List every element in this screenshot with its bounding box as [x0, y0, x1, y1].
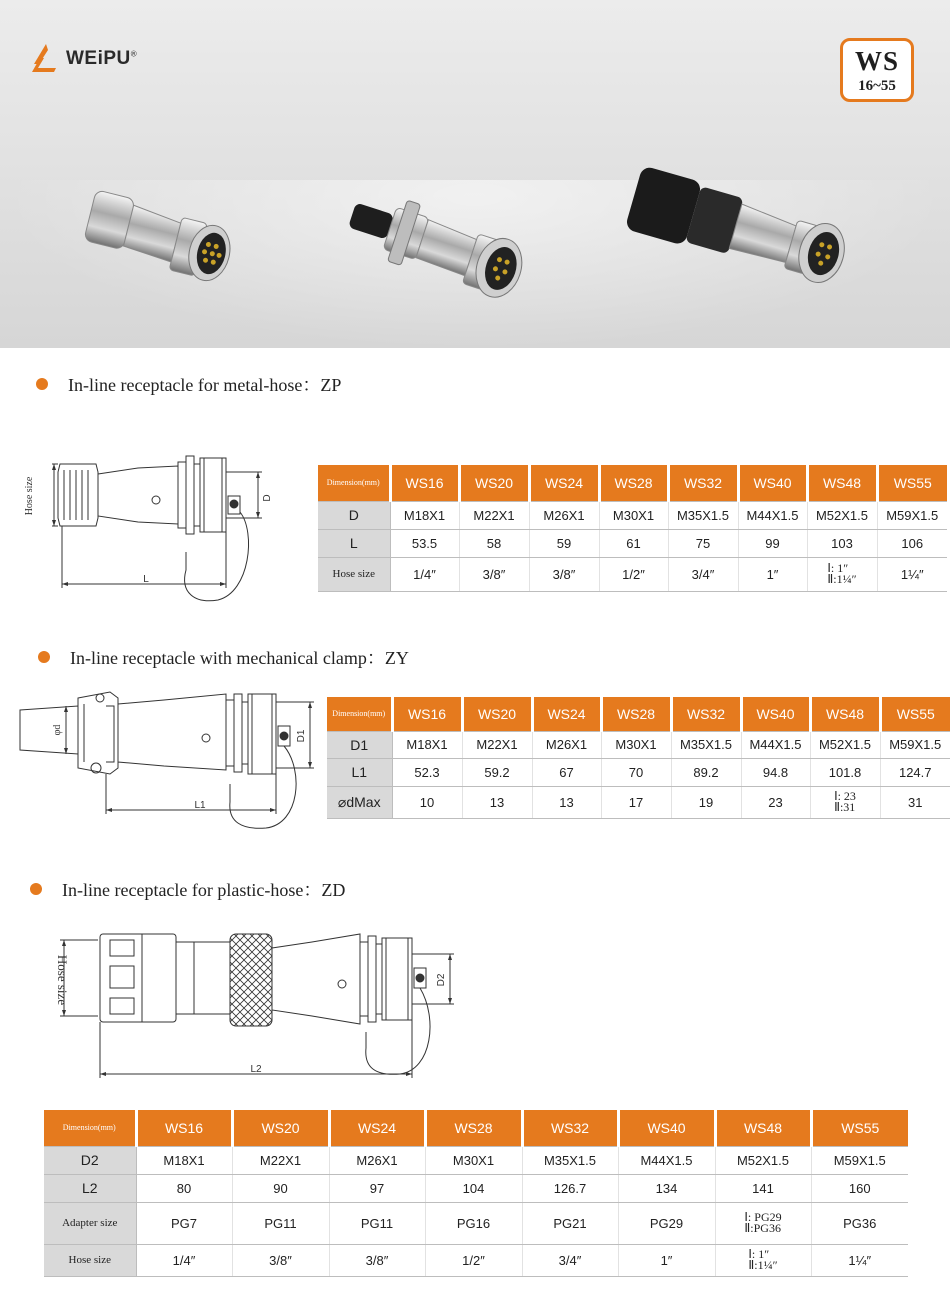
table-cell: 1¼″ [811, 1244, 908, 1276]
row-label: Hose size [318, 557, 390, 591]
product-mechanical-clamp-photo [340, 185, 540, 325]
column-header: WS55 [877, 465, 947, 501]
table-cell: M26X1 [529, 501, 599, 529]
badge-title: WS [854, 46, 900, 76]
table-cell: 104 [425, 1174, 522, 1202]
bullet-icon [38, 651, 50, 663]
bullet-icon [36, 378, 48, 390]
table-cell: M26X1 [329, 1146, 425, 1174]
table-cell: M52X1.5 [807, 501, 877, 529]
section-title-text: In-line receptacle for plastic-hose：ZD [62, 880, 346, 900]
product-metal-hose-photo [75, 180, 255, 310]
table-cell: 94.8 [741, 758, 810, 786]
table-cell: PG29 [618, 1202, 715, 1244]
table-row [44, 1244, 908, 1276]
table-cell: M44X1.5 [738, 501, 807, 529]
drawing-zp-diameter-label: D [262, 494, 273, 502]
table-cell: 106 [877, 529, 947, 557]
table-cell: 58 [459, 529, 529, 557]
table-cell: M52X1.5 [715, 1146, 811, 1174]
brand-logo [30, 42, 137, 76]
table-cell: 75 [668, 529, 738, 557]
column-header: WS48 [807, 465, 877, 501]
table-cell: 141 [715, 1174, 811, 1202]
table-zy-header-row [327, 697, 950, 731]
product-plastic-hose-photo [620, 165, 860, 315]
column-header: WS24 [532, 697, 601, 731]
column-header: WS28 [425, 1110, 522, 1146]
table-cell: M35X1.5 [668, 501, 738, 529]
table-cell: 1″ [738, 557, 807, 591]
row-label: Hose size [44, 1244, 136, 1276]
table-cell: 70 [601, 758, 671, 786]
drawing-zp-length-label: L [143, 574, 149, 585]
table-cell: 1/2″ [425, 1244, 522, 1276]
table-row [44, 1202, 908, 1244]
drawing-zd-diameter-label: D2 [436, 973, 447, 987]
table-cell: M26X1 [532, 731, 601, 758]
badge-range: 16~55 [858, 78, 896, 94]
column-header: WS16 [392, 697, 462, 731]
column-header: WS24 [529, 465, 599, 501]
column-header: WS32 [668, 465, 738, 501]
table-cell: M59X1.5 [880, 731, 950, 758]
table-cell: 52.3 [392, 758, 462, 786]
table-cell: M18X1 [390, 501, 459, 529]
drawing-zd-length-label: L2 [250, 1064, 262, 1075]
table-zp [318, 465, 947, 592]
row-label: ⌀dMax [327, 786, 392, 818]
table-zd-header-row [44, 1110, 908, 1146]
table-row [327, 786, 950, 818]
column-header: WS20 [462, 697, 532, 731]
table-row [318, 529, 947, 557]
table-cell: 67 [532, 758, 601, 786]
column-header: WS16 [390, 465, 459, 501]
section-title-text: In-line receptacle with mechanical clamp：ZY [70, 648, 409, 668]
row-label: D [318, 501, 390, 529]
table-cell: PG11 [232, 1202, 329, 1244]
dimension-header: Dimension(mm) [327, 697, 392, 731]
section-title-zp [36, 371, 341, 397]
table-cell: M22X1 [462, 731, 532, 758]
table-cell [810, 786, 880, 818]
column-header: WS16 [136, 1110, 232, 1146]
drawing-zy [14, 684, 314, 834]
table-row [318, 501, 947, 529]
drawing-zy-diameter-label: D1 [296, 729, 307, 743]
table-cell: M35X1.5 [671, 731, 741, 758]
drawing-zp [18, 452, 308, 607]
table-cell: 3/8″ [329, 1244, 425, 1276]
table-cell: 1¼″ [877, 557, 947, 591]
table-cell: 53.5 [390, 529, 459, 557]
table-row [318, 557, 947, 591]
table-cell: M18X1 [392, 731, 462, 758]
table-cell: M59X1.5 [811, 1146, 908, 1174]
hero-banner [0, 0, 950, 348]
two-line-value: Ⅰ: 23 Ⅱ:31 [834, 788, 856, 814]
table-cell: M30X1 [599, 501, 668, 529]
row-label: Adapter size [44, 1202, 136, 1244]
table-cell: PG21 [522, 1202, 618, 1244]
dimension-header: Dimension(mm) [318, 465, 390, 501]
column-header: WS40 [738, 465, 807, 501]
column-header: WS20 [232, 1110, 329, 1146]
table-cell: 1/2″ [599, 557, 668, 591]
table-cell: 3/4″ [522, 1244, 618, 1276]
table-cell: 97 [329, 1174, 425, 1202]
table-cell: 1/4″ [136, 1244, 232, 1276]
row-label: L1 [327, 758, 392, 786]
table-cell: 126.7 [522, 1174, 618, 1202]
table-cell: PG16 [425, 1202, 522, 1244]
table-cell: PG11 [329, 1202, 425, 1244]
table-cell: M18X1 [136, 1146, 232, 1174]
two-line-value: Ⅰ: 1″ Ⅱ:1¼″ [748, 1246, 778, 1272]
two-line-value: Ⅰ: 1″ Ⅱ:1¼″ [827, 560, 857, 586]
table-cell: M59X1.5 [877, 501, 947, 529]
table-cell: 59.2 [462, 758, 532, 786]
table-cell: PG36 [811, 1202, 908, 1244]
bullet-icon [30, 883, 42, 895]
table-cell: 1/4″ [390, 557, 459, 591]
row-label: D1 [327, 731, 392, 758]
brand-logo-icon [30, 42, 60, 76]
table-cell: 3/8″ [529, 557, 599, 591]
column-header: WS48 [810, 697, 880, 731]
table-row [327, 731, 950, 758]
table-cell: 103 [807, 529, 877, 557]
column-header: WS55 [811, 1110, 908, 1146]
column-header: WS24 [329, 1110, 425, 1146]
table-cell: M30X1 [601, 731, 671, 758]
table-cell [807, 557, 877, 591]
column-header: WS32 [522, 1110, 618, 1146]
table-cell: 89.2 [671, 758, 741, 786]
drawing-zd-hose-label: Hose size [55, 954, 70, 1006]
column-header: WS28 [599, 465, 668, 501]
table-row [44, 1174, 908, 1202]
table-cell: M44X1.5 [741, 731, 810, 758]
table-cell: M22X1 [232, 1146, 329, 1174]
table-cell: M44X1.5 [618, 1146, 715, 1174]
table-cell: 31 [880, 786, 950, 818]
row-label: L [318, 529, 390, 557]
table-cell: 17 [601, 786, 671, 818]
table-cell: M22X1 [459, 501, 529, 529]
table-cell: 99 [738, 529, 807, 557]
table-cell: PG7 [136, 1202, 232, 1244]
table-cell: 90 [232, 1174, 329, 1202]
table-cell: M52X1.5 [810, 731, 880, 758]
table-cell: 3/4″ [668, 557, 738, 591]
drawing-zy-phi-label: φd [52, 724, 63, 736]
table-cell: 1″ [618, 1244, 715, 1276]
two-line-value: Ⅰ: PG29 Ⅱ:PG36 [744, 1209, 782, 1235]
column-header: WS55 [880, 697, 950, 731]
column-header: WS48 [715, 1110, 811, 1146]
drawing-zp-hose-label: Hose size [24, 476, 35, 516]
table-cell [715, 1202, 811, 1244]
table-cell: 10 [392, 786, 462, 818]
section-title-zy [38, 644, 409, 670]
table-cell: 3/8″ [232, 1244, 329, 1276]
table-cell: 160 [811, 1174, 908, 1202]
section-title-zd [30, 876, 345, 902]
drawing-zd [44, 928, 474, 1083]
drawing-zy-length-label: L1 [194, 800, 206, 811]
table-row [44, 1146, 908, 1174]
brand-name: WEiPU® [66, 48, 138, 69]
table-cell: 19 [671, 786, 741, 818]
table-cell: 80 [136, 1174, 232, 1202]
column-header: WS32 [671, 697, 741, 731]
row-label: L2 [44, 1174, 136, 1202]
table-zp-header-row [318, 465, 947, 501]
table-cell: 23 [741, 786, 810, 818]
table-cell: 101.8 [810, 758, 880, 786]
dimension-header: Dimension(mm) [44, 1110, 136, 1146]
table-zd [44, 1110, 908, 1277]
table-cell: 13 [532, 786, 601, 818]
column-header: WS40 [618, 1110, 715, 1146]
row-label: D2 [44, 1146, 136, 1174]
section-title-text: In-line receptacle for metal-hose：ZP [68, 375, 342, 395]
table-cell: 134 [618, 1174, 715, 1202]
table-cell: M35X1.5 [522, 1146, 618, 1174]
column-header: WS40 [741, 697, 810, 731]
table-cell: 61 [599, 529, 668, 557]
column-header: WS28 [601, 697, 671, 731]
table-zy [327, 697, 950, 819]
table-cell: 3/8″ [459, 557, 529, 591]
table-cell: 124.7 [880, 758, 950, 786]
table-cell: 59 [529, 529, 599, 557]
table-cell: M30X1 [425, 1146, 522, 1174]
column-header: WS20 [459, 465, 529, 501]
table-cell: 13 [462, 786, 532, 818]
table-row [327, 758, 950, 786]
table-cell [715, 1244, 811, 1276]
series-badge [840, 38, 914, 102]
